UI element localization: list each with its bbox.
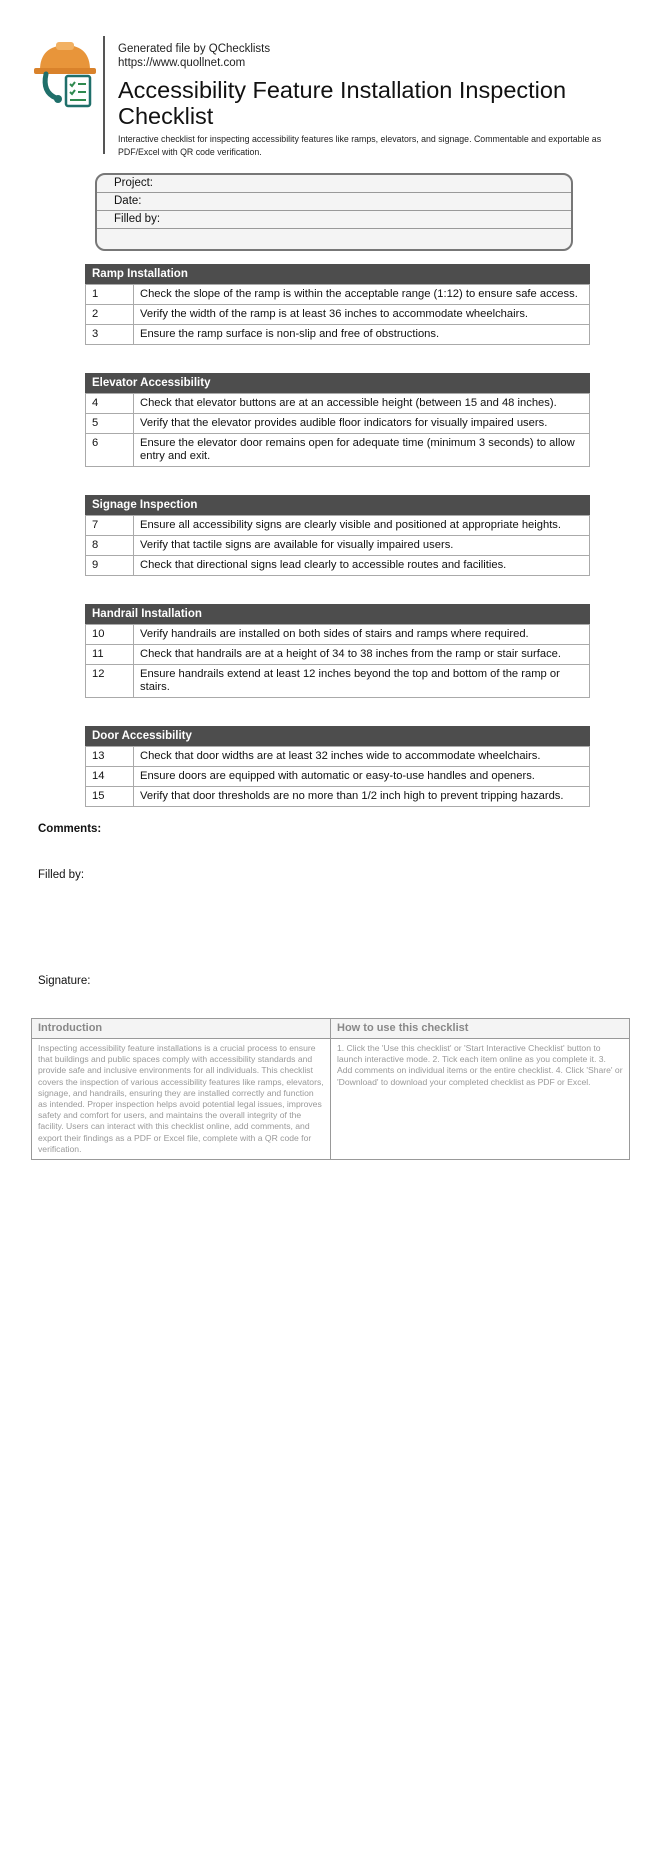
checklist-row[interactable] xyxy=(86,625,590,645)
checklist-row[interactable] xyxy=(86,434,590,467)
item-text: Verify that tactile signs are available for visually impaired users. xyxy=(134,536,590,556)
checklist-row[interactable] xyxy=(86,747,590,767)
checklist-table xyxy=(85,284,590,345)
item-number: 13 xyxy=(86,747,134,767)
info-footer-table xyxy=(31,1018,630,1160)
checklist-row[interactable] xyxy=(86,325,590,345)
section-signage-inspection xyxy=(85,495,590,576)
item-text: Ensure the elevator door remains open for adequate time (minimum 3 seconds) to allow entry and exit. xyxy=(134,434,590,467)
checklist-row[interactable] xyxy=(86,414,590,434)
project-info-box xyxy=(95,173,573,251)
checklist-row[interactable] xyxy=(86,665,590,698)
section-header: Handrail Installation xyxy=(85,604,590,624)
project-field: Project: xyxy=(97,175,571,193)
item-number: 12 xyxy=(86,665,134,698)
item-number: 6 xyxy=(86,434,134,467)
filled-by-label: Filled by: xyxy=(38,869,85,881)
how-to-heading: How to use this checklist xyxy=(331,1019,630,1039)
item-number: 14 xyxy=(86,767,134,787)
item-text: Ensure all accessibility signs are clearly visible and positioned at appropriate heights. xyxy=(134,516,590,536)
checklist-row[interactable] xyxy=(86,516,590,536)
section-door-accessibility xyxy=(85,726,590,807)
item-number: 7 xyxy=(86,516,134,536)
item-number: 11 xyxy=(86,645,134,665)
item-text: Ensure doors are equipped with automatic or easy-to-use handles and openers. xyxy=(134,767,590,787)
comments-label: Comments: xyxy=(38,823,102,835)
item-text: Ensure the ramp surface is non-slip and free of obstructions. xyxy=(134,325,590,345)
section-header: Elevator Accessibility xyxy=(85,373,590,393)
header-text xyxy=(118,42,628,159)
signature-label: Signature: xyxy=(38,975,91,987)
section-ramp-installation xyxy=(85,264,590,345)
section-header: Ramp Installation xyxy=(85,264,590,284)
item-text: Check that directional signs lead clearly to accessible routes and facilities. xyxy=(134,556,590,576)
section-handrail-installation xyxy=(85,604,590,698)
item-number: 15 xyxy=(86,787,134,807)
item-text: Check that handrails are at a height of 34 to 38 inches from the ramp or stair surface. xyxy=(134,645,590,665)
checklist-table xyxy=(85,624,590,698)
generated-by-text: Generated file by QChecklists xyxy=(118,43,271,55)
item-number: 4 xyxy=(86,394,134,414)
item-text: Verify the width of the ramp is at least 36 inches to accommodate wheelchairs. xyxy=(134,305,590,325)
checklist-row[interactable] xyxy=(86,645,590,665)
checklist-row[interactable] xyxy=(86,536,590,556)
item-number: 2 xyxy=(86,305,134,325)
date-field: Date: xyxy=(97,193,571,211)
section-header: Door Accessibility xyxy=(85,726,590,746)
checklist-table xyxy=(85,746,590,807)
item-number: 3 xyxy=(86,325,134,345)
item-number: 9 xyxy=(86,556,134,576)
item-text: Check that elevator buttons are at an accessible height (between 15 and 48 inches). xyxy=(134,394,590,414)
page-title: Accessibility Feature Installation Inspection Checklist xyxy=(118,77,567,129)
item-text: Ensure handrails extend at least 12 inches beyond the top and bottom of the ramp or stairs. xyxy=(134,665,590,698)
item-number: 5 xyxy=(86,414,134,434)
checklist-row[interactable] xyxy=(86,285,590,305)
checklist-table xyxy=(85,515,590,576)
section-header: Signage Inspection xyxy=(85,495,590,515)
item-text: Verify handrails are installed on both sides of stairs and ramps where required. xyxy=(134,625,590,645)
filled-by-field: Filled by: xyxy=(97,211,571,229)
document-header xyxy=(34,36,624,156)
section-elevator-accessibility xyxy=(85,373,590,467)
item-text: Verify that the elevator provides audible floor indicators for visually impaired users. xyxy=(134,414,590,434)
item-number: 10 xyxy=(86,625,134,645)
item-number: 1 xyxy=(86,285,134,305)
item-text: Verify that door thresholds are no more than 1/2 inch high to prevent tripping hazards. xyxy=(134,787,590,807)
page-subtitle: Interactive checklist for inspecting accessibility features like ramps, elevators, and signage. Commentable and exportable as PDF/Excel with QR code verification. xyxy=(118,134,602,157)
item-text: Check that door widths are at least 32 inches wide to accommodate wheelchairs. xyxy=(134,747,590,767)
how-to-text: 1. Click the 'Use this checklist' or 'Start Interactive Checklist' button to launch interactive mode. 2. Tick each item online as you complete it. 3. Add comments on individual items or the entire checklist. 4. Click 'Share' or 'Download' to download your completed checklist as PDF or Excel. xyxy=(331,1039,630,1160)
site-url-link[interactable]: https://www.quollnet.com xyxy=(118,57,246,69)
hardhat-checklist-logo-icon xyxy=(34,40,104,112)
introduction-text: Inspecting accessibility feature installations is a crucial process to ensure that buildings and public spaces comply with accessibility standards and provide safe and inclusive environments for all individuals. This checklist covers the inspection of various accessibility features like ramps, elevators, signage, and handrails, ensuring they are installed correctly and function as intended. Proper inspection helps avoid potential legal issues, improves safety and comfort for users, and maintains the overall integrity of the facility. Users can interact with this checklist online, add comments, and export their findings as a PDF or Excel file, complete with a QR code for verification. xyxy=(32,1039,331,1160)
item-text: Check the slope of the ramp is within the acceptable range (1:12) to ensure safe access. xyxy=(134,285,590,305)
item-number: 8 xyxy=(86,536,134,556)
header-divider xyxy=(103,36,105,154)
checklist-row[interactable] xyxy=(86,787,590,807)
checklist-row[interactable] xyxy=(86,305,590,325)
checklist-row[interactable] xyxy=(86,394,590,414)
introduction-heading: Introduction xyxy=(32,1019,331,1039)
checklist-table xyxy=(85,393,590,467)
checklist-row[interactable] xyxy=(86,767,590,787)
checklist-row[interactable] xyxy=(86,556,590,576)
